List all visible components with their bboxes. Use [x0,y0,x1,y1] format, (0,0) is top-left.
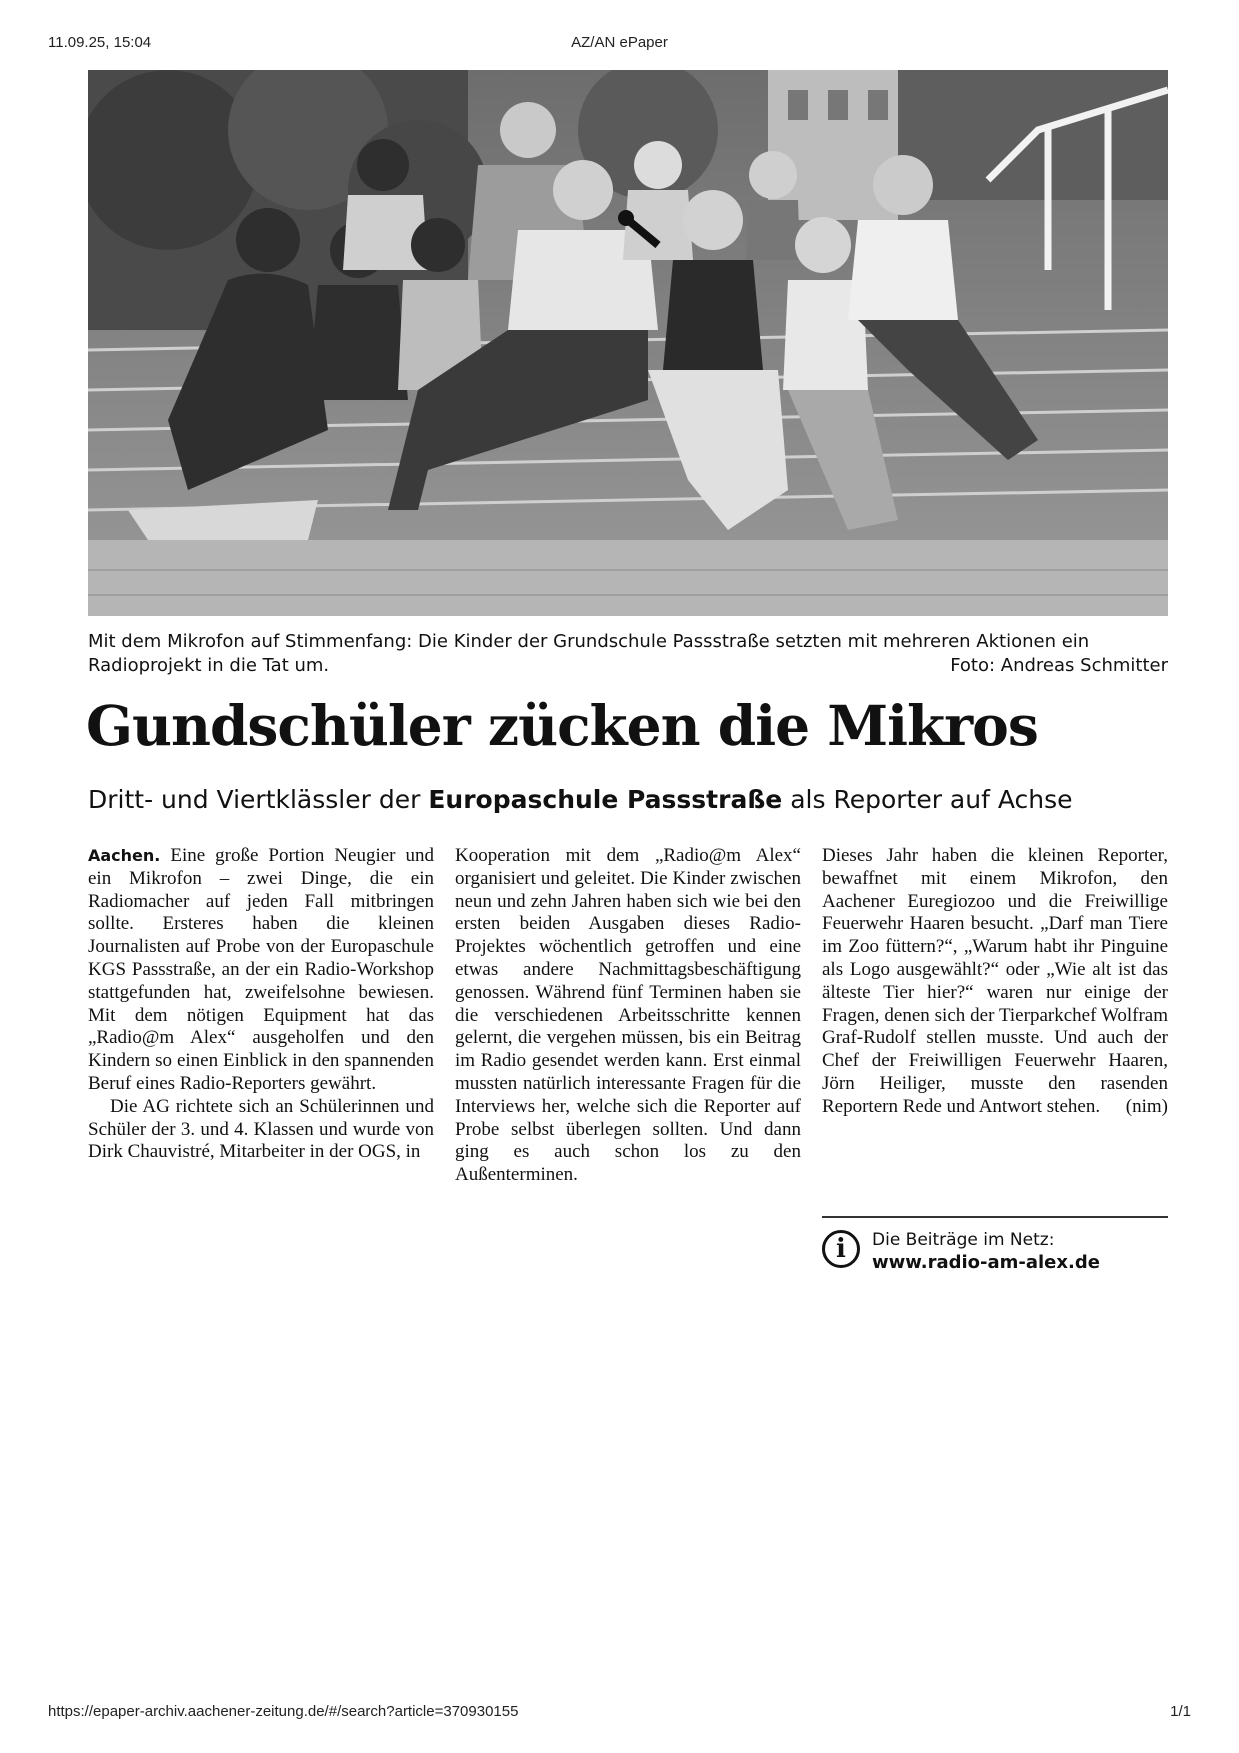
page-count: 1/1 [1170,1703,1191,1720]
subheadline [88,783,1178,817]
info-icon: i [822,1230,860,1268]
dateline: Aachen. [88,846,161,865]
print-datetime: 11.09.25, 15:04 [48,34,152,51]
article-column-2 [455,845,801,1187]
paragraph [88,845,434,1096]
print-footer [48,1703,1191,1723]
caption-text: Mit dem Mikrofon auf Stimmenfang: Die Kinder der Grundschule Passstraße setzten mit mehreren Aktionen ein Radioprojekt in die Tat um. [88,631,1090,676]
article-column-1 [88,845,434,1164]
print-header [48,34,1191,54]
paragraph: Die AG richtete sich an Schülerinnen und Schüler der 3. und 4. Klassen und wurde von Dirk Chauvistré, Mitarbeiter in der OGS, in [88,1095,434,1163]
photo-illustration [88,70,1168,616]
info-link[interactable]: www.radio-am-alex.de [872,1252,1100,1273]
subline-after: als Reporter auf Achse [782,785,1073,814]
print-url: https://epaper-archiv.aachener-zeitung.de/#/search?article=370930155 [48,1703,519,1720]
author-signoff: (nim) [1125,1095,1168,1117]
headline: Gundschüler zücken die Mikros [86,693,1038,758]
paragraph-text: Dieses Jahr haben die kleinen Reporter, bewaffnet mit einem Mikrofon, den Aachener Euregiozoo und die Freiwillige Feuerwehr Haaren besucht. „Darf man Tiere im Zoo füttern?“, „Warum habt ihr Pinguine als Logo ausgewählt?“ oder „Wie alt ist das älteste Tier hier?“ waren nur einige der Fragen, denen sich der Tierparkchef Wolfram Graf-Rudolf stellen musste. Und auch der Chef der Freiwilligen Feuerwehr Haaren, Jörn Heiliger, musste den rasenden Reportern Rede und Antwort stehen. [822,845,1168,1117]
paragraph: Kooperation mit dem „Radio@m Alex“ organisiert und geleitet. Die Kinder zwischen neun und zehn Jahren haben sich wie bei den ersten beiden Ausgaben dieses Radio-Projektes wöchentlich getroffen und eine etwas andere Nachmittagsbeschäftigung genossen. Während fünf Terminen haben sie die verschiedenen Arbeitsschritte kennen gelernt, die vergehen müssen, bis ein Beitrag im Radio gesendet werden kann. Erst einmal mussten natürlich interessante Fragen für die Interviews her, welche sich die Reporter auf Probe selbst überlegen sollten. Und dann ging es auch schon los zu den Außenterminen. [455,845,801,1186]
print-title: AZ/AN ePaper [571,34,668,51]
photo-credit: Foto: Andreas Schmitter [950,655,1168,676]
paragraph-text: Eine große Portion Neugier und ein Mikrofon – zwei Dinge, die ein Radiomacher auf jeden Fall mitbringen sollte. Ersteres haben die kleinen Journalisten auf Probe von der Europaschule KGS Passstraße, an der ein Radio-Workshop stattgefunden hat, zweifelsohne bewiesen. Mit dem nötigen Equipment hat das „Radio@m Alex“ ausgeholfen und den Kindern so einen Einblick in den spannenden Beruf eines Radio-Reporters gewährt. [88,845,434,1094]
photo-caption [88,630,1168,678]
info-label: Die Beiträge im Netz: [872,1230,1055,1250]
info-box [822,1216,1168,1278]
article-photo [88,70,1168,616]
paragraph [822,845,1168,1119]
subline-before: Dritt- und Viertklässler der [88,785,429,814]
subline-bold: Europaschule Passstraße [428,785,783,814]
article-column-3 [822,845,1168,1119]
